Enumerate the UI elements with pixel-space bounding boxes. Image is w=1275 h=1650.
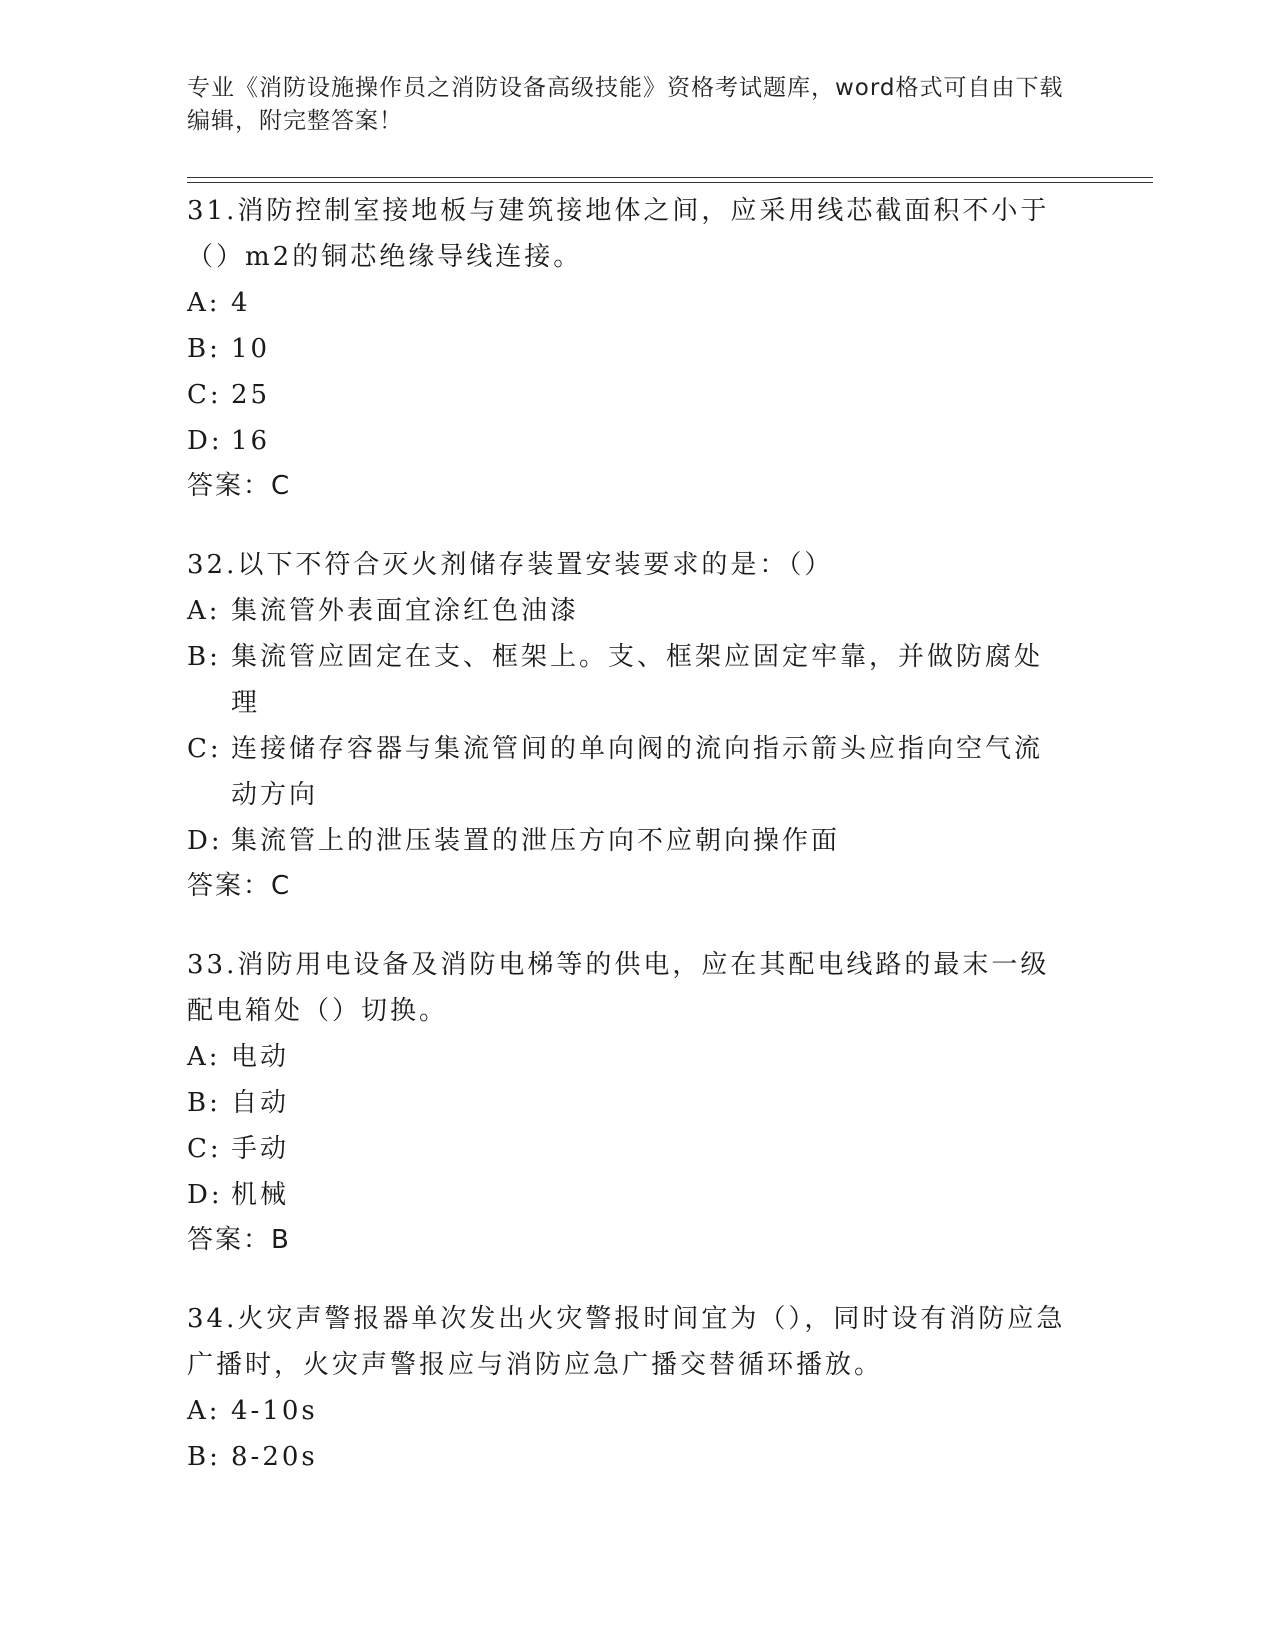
option-a [187,1034,1067,1080]
option-key: D: [187,826,223,856]
option-value: 10 [231,334,271,364]
question-33 [187,942,1067,1262]
option-key: B: [187,1088,221,1118]
option-b [187,1080,1067,1126]
option-c [187,372,1067,418]
option-key: D: [187,426,223,456]
answer: 答案：C [187,871,292,901]
option-key: B: [187,642,221,672]
option-value: 电动 [231,1042,290,1072]
option-value: 自动 [231,1088,290,1118]
option-value: 连接储存容器与集流管间的单向阀的流向指示箭头应指向空气流动方向 [231,734,1044,810]
option-b [187,634,1067,726]
option-value: 4-10s [231,1396,318,1426]
option-value: 4 [231,288,251,318]
header-rule-bottom [187,182,1153,183]
option-key: C: [187,734,222,764]
option-key: B: [187,334,221,364]
option-key: A: [187,596,221,626]
option-value: 集流管上的泄压装置的泄压方向不应朝向操作面 [231,826,841,856]
option-value: 集流管外表面宜涂红色油漆 [231,596,580,626]
option-key: C: [187,380,222,410]
option-key: A: [187,1396,221,1426]
question-32 [187,542,1067,908]
option-value: 集流管应固定在支、框架上。支、框架应固定牢靠，并做防腐处理 [231,642,1044,718]
option-b [187,326,1067,372]
option-value: 手动 [231,1134,290,1164]
question-text: 31.消防控制室接地板与建筑接地体之间，应采用线芯截面积不小于（）m2的铜芯绝缘导线连接。 [187,196,1050,272]
document-header: 专业《消防设施操作员之消防设备高级技能》资格考试题库，word格式可自由下载编辑，附完整答案！ [187,75,1064,134]
option-d [187,818,1067,864]
answer: 答案：C [187,471,292,501]
option-a [187,1388,1067,1434]
option-key: A: [187,288,221,318]
option-c [187,726,1067,818]
option-a [187,280,1067,326]
option-key: A: [187,1042,221,1072]
question-34 [187,1296,1067,1480]
option-value: 机械 [231,1180,290,1210]
question-list [187,188,1067,1514]
question-31 [187,188,1067,508]
option-b [187,1434,1067,1480]
question-text: 32.以下不符合灭火剂储存装置安装要求的是：（） [187,550,834,580]
answer: 答案：B [187,1225,291,1255]
option-key: D: [187,1180,223,1210]
option-value: 25 [231,380,271,410]
option-c [187,1126,1067,1172]
option-value: 8-20s [231,1442,318,1472]
option-key: B: [187,1442,221,1472]
question-text: 33.消防用电设备及消防电梯等的供电，应在其配电线路的最末一级配电箱处（）切换。 [187,950,1050,1026]
question-text: 34.火灾声警报器单次发出火灾警报时间宜为（），同时设有消防应急广播时，火灾声警报应与消防应急广播交替循环播放。 [187,1304,1066,1380]
option-value: 16 [231,426,271,456]
option-d [187,418,1067,464]
option-key: C: [187,1134,222,1164]
option-a [187,588,1067,634]
option-d [187,1172,1067,1218]
header-rule-top [187,177,1153,178]
